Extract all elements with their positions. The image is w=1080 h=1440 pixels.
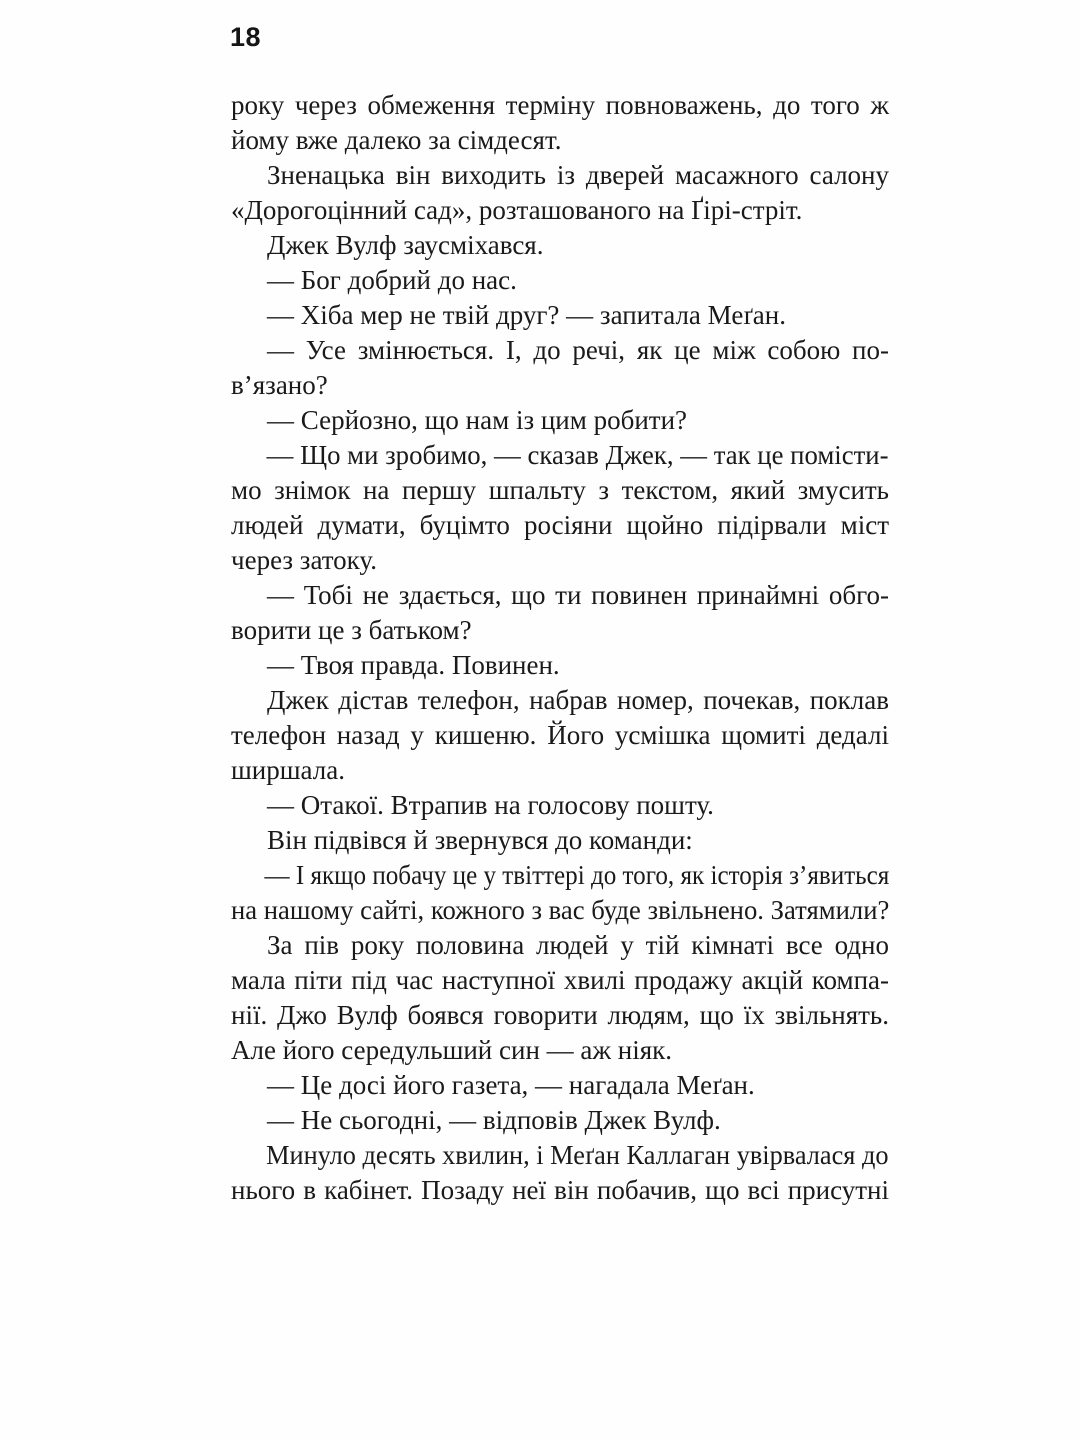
text-line: мо знімок на першу шпальту з текстом, який змусить (231, 475, 889, 505)
text-line: на нашому сайті, кожного з вас буде звільнено. Затямили? (231, 895, 890, 925)
text-line: — Серйозно, що нам із цим робити? (267, 405, 688, 435)
text-line: Але його середульший син — аж ніяк. (231, 1035, 673, 1065)
text-line: — Що ми зробимо, — сказав Джек, — так це помісти- (266, 440, 889, 470)
text-line: — Отакої. Втрапив на голосову пошту. (267, 790, 714, 820)
text-line: Джек дістав телефон, набрав номер, почекав, поклав (267, 685, 889, 715)
text-line: — Це досі його газета, — нагадала Меґан. (267, 1070, 755, 1100)
text-line: Минуло десять хвилин, і Меґан Каллаган увірвалася до (266, 1140, 889, 1170)
page-number: 18 (230, 22, 262, 52)
text-line: ворити це з батьком? (231, 615, 472, 645)
text-line: — Твоя правда. Повинен. (267, 650, 560, 680)
text-line: ширшала. (231, 755, 345, 785)
text-line: телефон назад у кишеню. Його усмішка щомиті дедалі (231, 720, 889, 750)
text-block (231, 88, 889, 1208)
text-line: — Бог добрий до нас. (267, 265, 517, 295)
text-line: через затоку. (231, 545, 377, 575)
text-line: Джек Вулф заусміхався. (267, 230, 544, 260)
text-line: «Дорогоцінний сад», розташованого на Ґірі-стріт. (231, 195, 803, 225)
text-line: Він підвівся й звернувся до команди: (267, 825, 693, 855)
text-line: йому вже далеко за сімдесят. (231, 125, 562, 155)
text-line: нього в кабінет. Позаду неї він побачив, що всі присутні (231, 1175, 889, 1205)
text-line: року через обмеження терміну повноважень, до того ж (231, 90, 889, 120)
text-line: в’язано? (231, 370, 328, 400)
text-line: — Не сьогодні, — відповів Джек Вулф. (267, 1105, 721, 1135)
text-line: — Тобі не здається, що ти повинен принаймні обго- (267, 580, 889, 610)
text-line: нії. Джо Вулф боявся говорити людям, що їх звільнять. (231, 1000, 889, 1030)
text-line: — Хіба мер не твій друг? — запитала Меґан. (267, 300, 786, 330)
text-line: — І якщо побачу це у твіттері до того, як історія з’явиться (264, 860, 890, 890)
text-line: мала піти під час наступної хвилі продажу акцій компа- (231, 965, 889, 995)
text-line: — Усе змінюється. І, до речі, як це між собою по- (267, 335, 889, 365)
text-line: За пів року половина людей у тій кімнаті все одно (267, 930, 889, 960)
text-line: людей думати, буцімто росіяни щойно підірвали міст (231, 510, 889, 540)
text-line: Зненацька він виходить із дверей масажного салону (267, 160, 889, 190)
